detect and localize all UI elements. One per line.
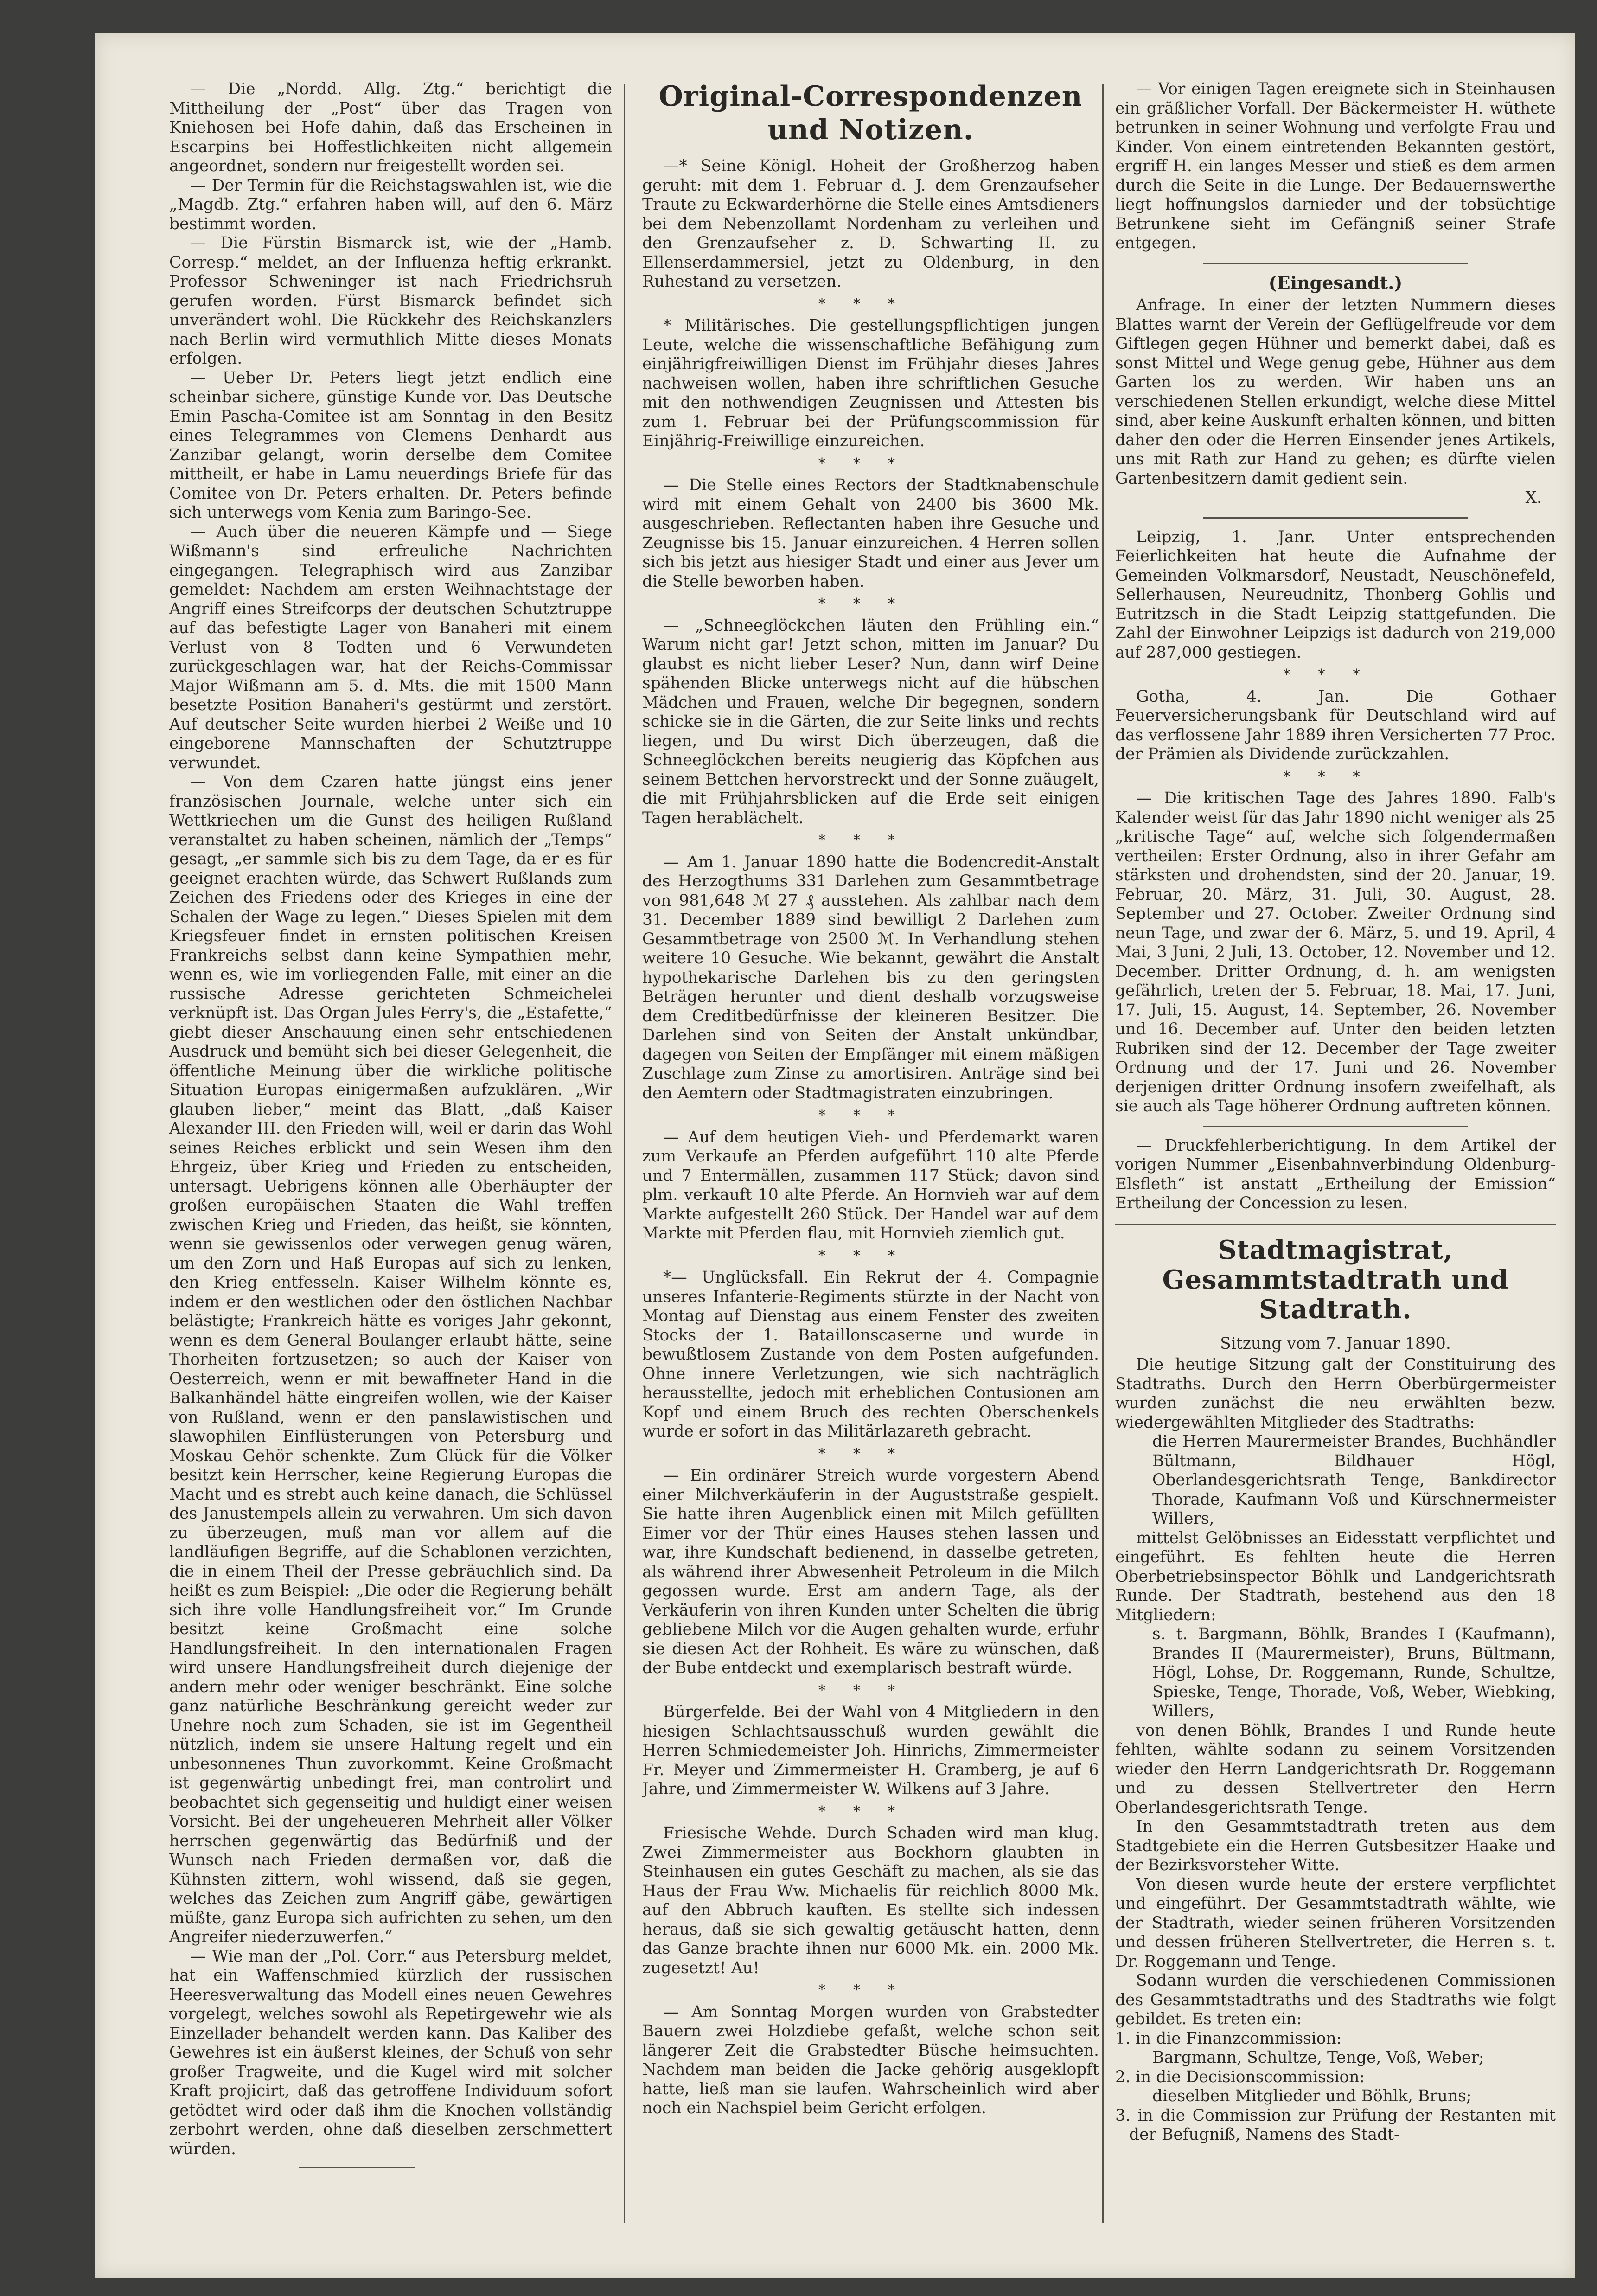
member-list: die Herren Maurermeister Brandes, Buchhändler Bültmann, Bildhauer Högl, Oberlandesgerichtsrath Tenge, Bankdirector Thorade, Kaufmann Voß und Kürschnermeister Willers, xyxy=(1152,1432,1556,1528)
eingesandt-title: (Eingesandt.) xyxy=(1268,272,1403,293)
article: — Am 1. Januar 1890 hatte die Bodencredit-Anstalt des Herzogthums 331 Darlehen zum Gesammtbetrage von 981,648 ℳ 27 ₰ ausstehen. Als zahlbar nach dem 31. December 1889 sind bewilligt 2 Darlehen zum Gesammtbetrage von 2500 ℳ. In Verhandlung stehen weitere 10 Gesuche. Wie bekannt, gewährt die Anstalt hypothekarische Darlehen bis zu den geringsten Beträgen herunter und dient deshalb vorzugsweise dem Creditbedürfnisse der kleineren Besitzer. Die Darlehen sind von Seiten der Anstalt unkündbar, dagegen von Seiten der Empfänger mit einem mäßigen Zuschlage zum Zinse zu amortisiren. Anträge sind bei den Aemtern oder Stadtmagistraten einzubringen. xyxy=(642,853,1099,1103)
column-divider xyxy=(624,84,625,2223)
list-item: Bargmann, Schultze, Tenge, Voß, Weber; xyxy=(1152,2048,1484,2067)
article: — Auf dem heutigen Vieh- und Pferdemarkt waren zum Verkaufe an Pferden aufgeführt 110 alte Pferde und 7 Entermällen, zusammen 117 Stück; davon sind plm. verkauft 10 alte Pferde. An Hornvieh war auf dem Markte aufgestellt 260 Stück. Der Handel war auf dem Markte mit Pferden flau, mit Hornvieh ziemlich gut. xyxy=(642,1128,1099,1243)
article: Gotha, 4. Jan. Die Gothaer Feuerversicherungsbank für Deutschland wird auf das verflossene Jahr 1889 ihren Versicherten 77 Proc. der Prämien als Dividende zurückzahlen. xyxy=(1115,687,1556,763)
article: — Die kritischen Tage des Jahres 1890. Falb's Kalender weist für das Jahr 1890 nicht weniger als 25 „kritische Tage“ auf, welche sich folgendermaßen vertheilen: Erster Ordnung, also in ihrer Gefahr am stärksten und drohendsten, sind der 20. Januar, 19. Februar, 20. März, 31. Juli, 30. August, 28. September und 27. October. Zweiter Ordnung sind neun Tage, und zwar der 6. März, 5. und 19. April, 4 Mai, 3 Juni, 2 Juli, 13. October, 12. November und 12. December. Dritter Ordnung, d. h. am wenigsten gefährlich, treten der 5. Februar, 18. Mai, 17. Juni, 17. Juli, 15. August, 14. September, 26. November und 16. December auf. Unter den beiden letzten Rubriken sind der 12. December der Tage zweiter Ordnung und der 17. Juni und 26. November derjenigen dritter Ordnung insofern zweifelhaft, als sie auch als Tage höherer Ordnung auftreten können. xyxy=(1115,789,1556,1116)
separator-stars: *** xyxy=(1283,768,1388,785)
article: — Vor einigen Tagen ereignete sich in Steinhausen ein gräßlicher Vorfall. Der Bäckermeister H. wüthete betrunken in seiner Wohnung und verfolgte Frau und Kinder. Von einem eintretenden Bekannten gestört, ergriff H. ein langes Messer und stieß es dem armen durch die Seite in die Lunge. Der Bedauernswerthe liegt hoffnungslos darnieder und der tobsüchtige Betrunkene sieht im Gefängniß seiner Strafe entgegen. xyxy=(1115,80,1556,252)
list-item: 3. in die Commission zur Prüfung der Restanten mit der Befugniß, Namens des Stadt- xyxy=(1115,2106,1556,2144)
article: — Die Fürstin Bismarck ist, wie der „Hamb. Corresp.“ meldet, an der Influenza heftig erkrankt. Professor Schweninger ist nach Friedrichsruh gerufen worden. Fürst Bismarck befindet sich unverändert wohl. Die Rückkehr des Reichskanzlers nach Berlin wird vermuthlich Mitte dieses Monats erfolgen. xyxy=(169,234,612,368)
list-item: 1. in die Finanzcommission: xyxy=(1115,2029,1342,2048)
article: — Der Termin für die Reichstagswahlen ist, wie die „Magdb. Ztg.“ erfahren haben will, auf den 6. März bestimmt worden. xyxy=(169,176,612,233)
paragraph: Die heutige Sitzung galt der Constituirung des Stadtraths. Durch den Herrn Oberbürgermeister wurden zunächst die neu erwählten bezw. wiedergewählten Mitglieder des Stadtraths: xyxy=(1115,1355,1556,1432)
list-item: dieselben Mitglieder und Böhlk, Bruns; xyxy=(1152,2087,1472,2105)
sitzung-date: Sitzung vom 7. Januar 1890. xyxy=(1220,1334,1451,1353)
section-heading: Stadtmagistrat, Gesammtstadtrath und Stadtrath. xyxy=(1162,1234,1509,1325)
article: — Ueber Dr. Peters liegt jetzt endlich eine scheinbar sichere, günstige Kunde vor. Das Deutsche Emin Pascha-Comitee ist am Sonntag in den Besitz eines Telegrammes von Clemens Denhardt aus Zanzibar gelangt, worin derselbe dem Comitee mittheilt, er habe in Lamu neuerdings Briefe für das Comitee von Dr. Peters erhalten. Dr. Peters befinde sich unterwegs vom Kenia zum Baringo-See. xyxy=(169,368,612,522)
separator-stars: *** xyxy=(818,1445,923,1462)
article: — „Schneeglöckchen läuten den Frühling ein.“ Warum nicht gar! Jetzt schon, mitten im Januar? Du glaubst es nicht lieber Leser? Nun, dann wirf Deine spähenden Blicke unterwegs nicht auf die hübschen Mädchen und Frauen, welche Dir begegnen, sondern schicke sie in die Gärten, die zur Seite links und rechts liegen, und Du wirst Dich überzeugen, daß die Schneeglöckchen bereits neugierig das Köpfchen aus seinem Bettchen hervorstreckt und der Sonne zuäugelt, die mit Frühjahrsblicken auf die Erde seit einigen Tagen herablächelt. xyxy=(642,616,1099,827)
separator-stars: *** xyxy=(818,1107,923,1123)
separator-stars: *** xyxy=(818,1982,923,1998)
separator-stars: *** xyxy=(1283,667,1388,683)
article: — Die „Nordd. Allg. Ztg.“ berichtigt die Mittheilung der „Post“ über das Tragen von Kniehosen bei Hofe dahin, daß das Erscheinen in Escarpins bei Hoffestlichkeiten nicht allgemein angeordnet, sondern nur freigestellt worden sei. xyxy=(169,80,612,175)
paragraph: von denen Böhlk, Brandes I und Runde heute fehlten, wählte sodann zu seinem Vorsitzenden wieder den Herrn Landgerichtsrath Dr. Roggemann und zu dessen Stellvertreter den Herrn Oberlandesgerichtsrath Tenge. xyxy=(1115,1721,1556,1817)
separator-stars: *** xyxy=(818,1247,923,1264)
article: Friesische Wehde. Durch Schaden wird man klug. Zwei Zimmermeister aus Bockhorn glaubten in Steinhausen ein gutes Geschäft zu machen, als sie das Haus der Frau Ww. Michaelis für reichlich 8000 Mk. auf den Abbruch kauften. Es stellte sich indessen heraus, daß sie sich gewaltig getäuscht hatten, denn das Ganze brachte ihnen nur 6000 Mk. ein. 2000 Mk. zugesetzt! Au! xyxy=(642,1824,1099,1977)
section-heading: Original-Correspondenzen und Notizen. xyxy=(658,80,1083,146)
column-right xyxy=(1115,80,1556,2237)
divider xyxy=(1203,1126,1468,1127)
divider xyxy=(1203,263,1468,264)
separator-stars: *** xyxy=(818,832,923,848)
article: Bürgerfelde. Bei der Wahl von 4 Mitgliedern in den hiesigen Schlachtsausschuß wurden gewählt die Herren Schmiedemeister Joh. Hinrichs, Zimmermeister Fr. Meyer und Zimmermeister H. Gramberg, je auf 6 Jahre, und Zimmermeister W. Wilkens auf 3 Jahre. xyxy=(642,1703,1099,1798)
paragraph: In den Gesammtstadtrath treten aus dem Stadtgebiete ein die Herren Gutsbesitzer Haake und der Bezirksvorsteher Witte. xyxy=(1115,1817,1556,1874)
paragraph: Sodann wurden die verschiedenen Commissionen des Gesammtstadtraths und des Stadtraths wie folgt gebildet. Es treten ein: xyxy=(1115,1971,1556,2028)
paragraph: Von diesen wurde heute der erstere verpflichtet und eingeführt. Der Gesammtstadtrath wählte, wie der Stadtrath, wieder seinen früheren Vorsitzenden und dessen früheren Stellvertreter, die Herren s. t. Dr. Roggemann und Tenge. xyxy=(1115,1875,1556,1971)
article: * Militärisches. Die gestellungspflichtigen jungen Leute, welche die wissenschaftliche Befähigung zum einjährigfreiwilligen Dienst im Frühjahr dieses Jahres nachweisen wollen, haben ihre schriftlichen Gesuche mit den nothwendigen Zeugnissen und Attesten bis zum 1. Februar bei der Prüfungscommission für Einjährig-Freiwillige einzureichen. xyxy=(642,316,1099,450)
end-rule xyxy=(299,2167,415,2168)
column-left xyxy=(169,80,612,2237)
article: — Die Stelle eines Rectors der Stadtknabenschule wird mit einem Gehalt von 2400 bis 3600 Mk. ausgeschrieben. Reflectanten haben ihre Gesuche und Zeugnisse bis 15. Januar einzureichen. 4 Herren sollen sich bis jetzt aus hiesiger Stadt und einer aus Jever um die Stelle beworben haben. xyxy=(642,476,1099,591)
article: — Von dem Czaren hatte jüngst eins jener französischen Journale, welche unter sich ein Wettkriechen um die Gunst des heiligen Rußland veranstaltet zu haben scheinen, nämlich der „Temps“ gesagt, „er sammle sich bis zu dem Tage, da er es für geeignet erachten würde, das Schwert Rußlands zum Zeichen des Friedens oder des Krieges in eine der Schalen der Wage zu legen.“ Dieses Spielen mit dem Kriegsfeuer findet in ernsten politischen Kreisen Frankreichs selbst dann keine Sympathien mehr, wenn es, wie im vorliegenden Falle, mit einer an die russische Adresse gerichteten Schmeichelei verknüpft ist. Das Organ Jules Ferry's, die „Estafette,“ giebt dieser Anschauung einen sehr entschiedenen Ausdruck und bemüht sich bei dieser Gelegenheit, die öffentliche Meinung über die wirkliche politische Situation Europas einigermaßen aufzuklären. „Wir glauben lieber,“ meint das Blatt, „daß Kaiser Alexander III. den Frieden will, weil er darin das Wohl seines Reiches erblickt und sein Wesen ihm den Ehrgeiz, über Krieg und Frieden zu entscheiden, untersagt. Uebrigens können alle Oberhäupter der großen europäischen Staaten die Wahl treffen zwischen Krieg und Frieden, das heißt, sie könnten, wenn sie gewissenlos oder verwegen genug wären, um den Zorn und Haß Europas auf sich zu lenken, den Krieg entfesseln. Kaiser Wilhelm könnte es, indem er den westlichen oder den östlichen Nachbar belästigte; Frankreich hätte es voriges Jahr gekonnt, wenn es dem General Boulanger erlaubt hätte, seine Thorheiten fortzusetzen; so auch der Kaiser von Oesterreich, wenn er mit bewaffneter Hand in die Balkanhändel hätte eingreifen wollen, wie der Kaiser von Rußland, wenn er den panslawistischen und slawophilen Einflüsterungen von Petersburg und Moskau Gehör schenkte. Zum Glück für die Völker besitzt kein Herrscher, keine Regierung Europas die Macht und es strebt auch keine danach, die Schlüssel des Janustempels allein zu verwahren. Um sich davon zu überzeugen, muß man vor allem auf die landläufigen Begriffe, auf die Schablonen verzichten, die in einem Theil der Presse gebräuchlich sind. Da heißt es zum Beispiel: „Die oder die Regierung behält sich ihre volle Handlungsfreiheit vor.“ Im Grunde besitzt keine Großmacht eine solche Handlungsfreiheit. In den internationalen Fragen wird unsere Handlungsfreiheit durch diejenige der andern mehr oder weniger beschränkt. Eine solche ganz natürliche Beschränkung gereicht weder zur Unehre noch zum Schaden, sie ist im Gegentheil nützlich, indem sie unsere Haltung regelt und ein unbesonnenes Thun zuvorkommt. Keine Großmacht ist gegenwärtig unbedingt frei, man controlirt und beobachtet sich gegenseitig und huldigt einer weisen Vorsicht. Bei der ungeheueren Mehrheit aller Völker herrschen gegenwärtig das Bedürfniß und der Wunsch nach Frieden dermaßen vor, daß die Kühnsten zittern, wohl wissend, daß sie gegen, welches das Zeichen zum Angriff gäbe, gewärtigen müßte, ganz Europa sich aufrichten zu sehen, um den Angreifer niederzuwerfen.“ xyxy=(169,773,612,1946)
separator-stars: *** xyxy=(818,295,923,312)
article: — Druckfehlerberichtigung. In dem Artikel der vorigen Nummer „Eisenbahnverbindung Oldenburg-Elsfleth“ ist anstatt „Ertheilung der Emission“ Ertheilung der Concession zu lesen. xyxy=(1115,1136,1556,1212)
separator-stars: *** xyxy=(818,455,923,472)
separator-stars: *** xyxy=(818,1803,923,1820)
article: — Am Sonntag Morgen wurden von Grabstedter Bauern zwei Holzdiebe gefaßt, welche schon seit längerer Zeit die Grabstedter Büsche heimsuchten. Nachdem man beiden die Jacke gehörig ausgeklopft hatte, ließ man sie laufen. Wahrscheinlich wird aber noch ein Nachspiel beim Gericht erfolgen. xyxy=(642,2002,1099,2117)
signoff: X. xyxy=(1525,488,1542,507)
newspaper-page xyxy=(95,33,1575,2278)
article: Leipzig, 1. Janr. Unter entsprechenden Feierlichkeiten hat heute die Aufnahme der Gemeinden Volkmarsdorf, Neustadt, Neuschönefeld, Sellerhausen, Neureudnitz, Thonberg Gohlis und Eutritzsch in die Stadt Leipzig stattgefunden. Die Zahl der Einwohner Leipzigs ist dadurch von 219,000 auf 287,000 gestiegen. xyxy=(1115,527,1556,662)
article: Anfrage. In einer der letzten Nummern dieses Blattes warnt der Verein der Geflügelfreude vor dem Giftlegen gegen Hühner und bemerkt dabei, daß es sonst Mittel und Wege genug gebe, Hühner aus dem Garten los zu werden. Wir haben uns an verschiedenen Stellen erkundigt, welche diese Mittel sind, aber keine Auskunft erhalten können, und bitten daher den oder die Herren Einsender jenes Artikels, uns mit Rath zur Hand zu gehen; es dürfte vielen Gartenbesitzern damit gedient sein. xyxy=(1115,296,1556,488)
article: *— Unglücksfall. Ein Rekrut der 4. Compagnie unseres Infanterie-Regiments stürzte in der Nacht von Montag auf Dienstag aus einem Fenster des zweiten Stocks der 1. Bataillonscaserne und wurde in bewußtlosem Zustande von dem Posten aufgefunden. Ohne innere Verletzungen, wie sich nachträglich herausstellte, jedoch mit erheblichen Contusionen am Kopf und einem Bruch des rechten Oberschenkels wurde er sofort in das Militärlazareth gebracht. xyxy=(642,1268,1099,1441)
article: — Auch über die neueren Kämpfe und — Siege Wißmann's sind erfreuliche Nachrichten eingegangen. Telegraphisch wird aus Zanzibar gemeldet: Nachdem am ersten Weihnachtstage der Angriff eines Streifcorps der deutschen Schutztruppe auf das befestigte Lager von Banaheri mit einem Verlust von 8 Todten und 6 Verwundeten zurückgeschlagen war, hat der Reichs-Commissar Major Wißmann am 5. d. Mts. die mit 1500 Mann besetzte Position Banaheri's gestürmt und zerstört. Auf deutscher Seite wurden hierbei 2 Weiße und 10 eingeborene Mannschaften der Schutztruppe verwundet. xyxy=(169,522,612,772)
paragraph: mittelst Gelöbnisses an Eidesstatt verpflichtet und eingeführt. Es fehlten heute die Herren Oberbetriebsinspector Böhlk und Landgerichtsrath Runde. Der Stadtrath, bestehend aus den 18 Mitgliedern: xyxy=(1115,1528,1556,1624)
column-middle xyxy=(642,80,1099,2237)
separator-stars: *** xyxy=(818,596,923,612)
article: —* Seine Königl. Hoheit der Großherzog haben geruht: mit dem 1. Februar d. J. dem Grenzaufseher Traute zu Eckwarderhörne die Stelle eines Amtsdieners bei dem Nebenzollamt Nordenham zu verleihen und den Grenzaufseher z. D. Schwarting II. zu Ellenserdammersiel, jetzt zu Oldenburg, in den Ruhestand zu versetzen. xyxy=(642,157,1099,291)
article: — Ein ordinärer Streich wurde vorgestern Abend einer Milchverkäuferin in der Auguststraße gespielt. Sie hatte ihren Augenblick einen mit Milch gefüllten Eimer vor der Thür eines Hauses stehen lassen und war, ihre Kundschaft bedienend, in dasselbe getreten, als während ihrer Abwesenheit Petroleum in die Milch gegossen wurde. Erst am andern Tage, als der Verkäuferin von ihren Kunden unter Schelten die übrig gebliebene Milch vor die Augen gehalten wurde, erfuhr sie diesen Act der Rohheit. Es wäre zu wünschen, daß der Bube entdeckt und exemplarisch bestraft würde. xyxy=(642,1466,1099,1677)
article: — Wie man der „Pol. Corr.“ aus Petersburg meldet, hat ein Waffenschmied kürzlich der russischen Heeresverwaltung das Modell eines neuen Gewehres vorgelegt, welches sowohl als Repetirgewehr wie als Einzellader behandelt werden kann. Das Kaliber des Gewehres ist ein äußerst kleines, der Schuß von sehr großer Tragweite, und die Kugel wird mit solcher Kraft projicirt, daß das getroffene Individuum sofort getödtet wird oder daß ihm die Knochen vollständig zerbohrt werden, ohne daß dieselben zerschmettert würden. xyxy=(169,1947,612,2158)
separator-stars: *** xyxy=(818,1682,923,1699)
divider xyxy=(1203,517,1468,519)
divider xyxy=(1115,1224,1556,1225)
member-list: s. t. Bargmann, Böhlk, Brandes I (Kaufmann), Brandes II (Maurermeister), Bruns, Bültmann, Högl, Lohse, Dr. Roggemann, Runde, Schultze, Spieske, Tenge, Thorade, Voß, Weber, Wiebking, Willers, xyxy=(1152,1625,1556,1720)
column-divider xyxy=(1102,84,1104,2223)
list-item: 2. in die Decisionscommission: xyxy=(1115,2067,1365,2086)
